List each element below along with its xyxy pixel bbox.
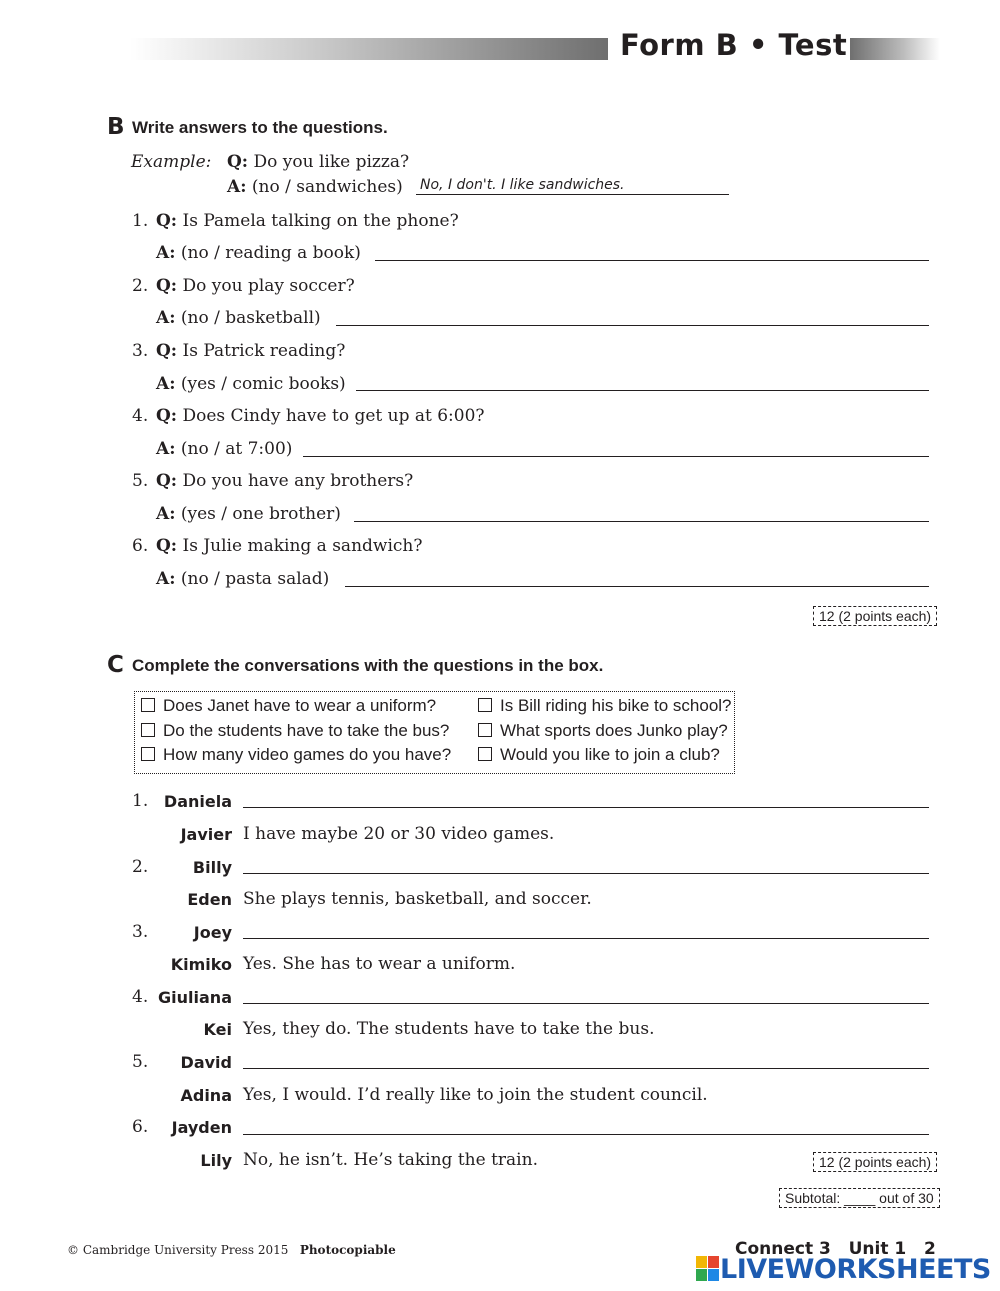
section-b-letter: B xyxy=(107,114,125,140)
example-label: Example: xyxy=(131,152,212,172)
b-item-1-num: 1. xyxy=(132,211,149,231)
box-question-text: What sports does Junko play? xyxy=(500,721,728,740)
q-label: Q: xyxy=(156,406,178,426)
a-label: A: xyxy=(156,243,176,263)
cue-text: (no / pasta salad) xyxy=(180,569,330,589)
box-question-4[interactable] xyxy=(478,721,728,741)
question-text: Do you have any brothers? xyxy=(182,471,414,491)
q-label: Q: xyxy=(156,471,178,491)
q-label: Q: xyxy=(156,341,178,361)
example-answer-cue xyxy=(227,177,403,197)
speaker-name: Joey xyxy=(193,923,232,942)
question-text: Does Cindy have to get up at 6:00? xyxy=(182,406,485,426)
b-item-2-answer-line[interactable] xyxy=(336,325,929,326)
a-label: A: xyxy=(156,308,176,328)
header-gradient-bar-left xyxy=(130,38,608,60)
question-text: Is Pamela talking on the phone? xyxy=(182,211,459,231)
question-text: Is Patrick reading? xyxy=(182,341,346,361)
b-item-3-num: 3. xyxy=(132,341,149,361)
a-label: A: xyxy=(156,504,176,524)
photocopiable-label: Photocopiable xyxy=(299,1243,396,1257)
checkbox-icon[interactable] xyxy=(141,723,155,737)
speaker-name: Giuliana xyxy=(158,988,232,1007)
b-item-1-cue xyxy=(156,243,361,263)
speaker-name: Jayden xyxy=(171,1118,232,1137)
section-c-instruction: Complete the conversations with the questions in the box. xyxy=(132,656,604,675)
a-label: A: xyxy=(156,374,176,394)
box-question-6[interactable] xyxy=(478,745,720,765)
reply-text: She plays tennis, basketball, and soccer. xyxy=(243,889,592,909)
a-label: A: xyxy=(156,439,176,459)
example-question xyxy=(227,152,409,172)
section-c-letter: C xyxy=(107,652,124,678)
q-label: Q: xyxy=(156,536,178,556)
example-answer-line xyxy=(416,194,729,195)
question-text: Is Julie making a sandwich? xyxy=(182,536,423,556)
c-item-2-answer-line[interactable] xyxy=(243,873,929,874)
c-item-1-answer-line[interactable] xyxy=(243,807,929,808)
box-question-5[interactable] xyxy=(141,745,451,765)
box-question-1[interactable] xyxy=(141,696,436,716)
b-item-6-answer-line[interactable] xyxy=(345,586,929,587)
reply-text: Yes. She has to wear a uniform. xyxy=(243,954,516,974)
q-label: Q: xyxy=(156,276,178,296)
checkbox-icon[interactable] xyxy=(141,747,155,761)
box-question-text: Does Janet have to wear a uniform? xyxy=(163,696,437,715)
c-item-3-num: 3. xyxy=(132,922,149,942)
reply-text: I have maybe 20 or 30 video games. xyxy=(243,824,555,844)
reply-text: Yes, they do. The students have to take the bus. xyxy=(243,1019,655,1039)
c-item-5-num: 5. xyxy=(132,1052,149,1072)
b-item-3-cue xyxy=(156,374,346,394)
cue-text: (no / basketball) xyxy=(180,308,321,328)
b-item-4-answer-line[interactable] xyxy=(303,456,929,457)
c-item-6-answer-line[interactable] xyxy=(243,1134,929,1135)
speaker-name: Daniela xyxy=(163,792,232,811)
box-question-text: Do the students have to take the bus? xyxy=(163,721,450,740)
example-answer-text: No, I don't. I like sandwiches. xyxy=(420,177,625,193)
liveworksheets-logo-text: LIVEWORKSHEETS xyxy=(720,1254,991,1285)
speaker-name: Kei xyxy=(203,1020,232,1039)
b-item-3-question xyxy=(156,341,345,361)
section-c-score-box: 12 (2 points each) xyxy=(813,1152,937,1172)
reply-text: No, he isn’t. He’s taking the train. xyxy=(243,1150,538,1170)
example-cue-text: (no / sandwiches) xyxy=(251,177,403,197)
speaker-name: Lily xyxy=(200,1151,232,1170)
box-question-text: How many video games do you have? xyxy=(163,745,452,764)
section-b-instruction: Write answers to the questions. xyxy=(132,118,388,137)
box-question-text: Would you like to join a club? xyxy=(500,745,720,764)
subtotal-box: Subtotal: ____ out of 30 xyxy=(779,1188,940,1208)
reply-text: Yes, I would. I’d really like to join the student council. xyxy=(243,1085,708,1105)
b-item-1-answer-line[interactable] xyxy=(375,260,929,261)
c-item-3-answer-line[interactable] xyxy=(243,938,929,939)
cue-text: (no / reading a book) xyxy=(180,243,361,263)
question-box xyxy=(134,691,735,774)
cue-text: (yes / one brother) xyxy=(180,504,341,524)
speaker-name: Billy xyxy=(192,858,232,877)
b-item-4-question xyxy=(156,406,485,426)
box-question-text: Is Bill riding his bike to school? xyxy=(500,696,732,715)
b-item-5-answer-line[interactable] xyxy=(354,521,929,522)
b-item-3-answer-line[interactable] xyxy=(356,390,929,391)
cue-text: (yes / comic books) xyxy=(180,374,346,394)
liveworksheets-logo xyxy=(696,1256,991,1286)
question-text: Do you play soccer? xyxy=(182,276,355,296)
b-item-6-cue xyxy=(156,569,329,589)
b-item-5-question xyxy=(156,471,413,491)
section-b-score-box: 12 (2 points each) xyxy=(813,606,937,626)
course-name: Connect 3 xyxy=(735,1239,831,1259)
b-item-5-num: 5. xyxy=(132,471,149,491)
b-item-6-num: 6. xyxy=(132,536,149,556)
speaker-name: David xyxy=(180,1053,232,1072)
c-item-2-num: 2. xyxy=(132,857,149,877)
c-item-6-num: 6. xyxy=(132,1117,149,1137)
footer-copyright xyxy=(67,1243,396,1257)
speaker-name: Javier xyxy=(180,825,232,844)
liveworksheets-logo-icon xyxy=(696,1256,720,1282)
b-item-6-question xyxy=(156,536,422,556)
a-label: A: xyxy=(227,177,247,197)
b-item-2-num: 2. xyxy=(132,276,149,296)
c-item-1-num: 1. xyxy=(132,791,149,811)
speaker-name: Kimiko xyxy=(170,955,232,974)
box-question-2[interactable] xyxy=(478,696,732,716)
unit-label: Unit 1 xyxy=(848,1239,907,1259)
checkbox-icon[interactable] xyxy=(478,723,492,737)
page-title: Form B • Test xyxy=(620,28,848,62)
c-item-4-num: 4. xyxy=(132,987,149,1007)
b-item-1-question xyxy=(156,211,459,231)
b-item-4-num: 4. xyxy=(132,406,149,426)
b-item-2-cue xyxy=(156,308,321,328)
speaker-name: Adina xyxy=(180,1086,232,1105)
checkbox-icon[interactable] xyxy=(141,698,155,712)
b-item-4-cue xyxy=(156,439,292,459)
c-item-5-answer-line[interactable] xyxy=(243,1068,929,1069)
c-item-4-answer-line[interactable] xyxy=(243,1003,929,1004)
q-label: Q: xyxy=(227,152,249,172)
copyright-text: © Cambridge University Press 2015 xyxy=(67,1243,289,1257)
checkbox-icon[interactable] xyxy=(478,747,492,761)
b-item-2-question xyxy=(156,276,355,296)
page-number: 2 xyxy=(923,1239,936,1259)
speaker-name: Eden xyxy=(187,890,232,909)
checkbox-icon[interactable] xyxy=(478,698,492,712)
q-label: Q: xyxy=(156,211,178,231)
a-label: A: xyxy=(156,569,176,589)
box-question-3[interactable] xyxy=(141,721,449,741)
example-question-text: Do you like pizza? xyxy=(253,152,410,172)
header-gradient-bar-right xyxy=(850,38,940,60)
cue-text: (no / at 7:00) xyxy=(180,439,293,459)
b-item-5-cue xyxy=(156,504,341,524)
